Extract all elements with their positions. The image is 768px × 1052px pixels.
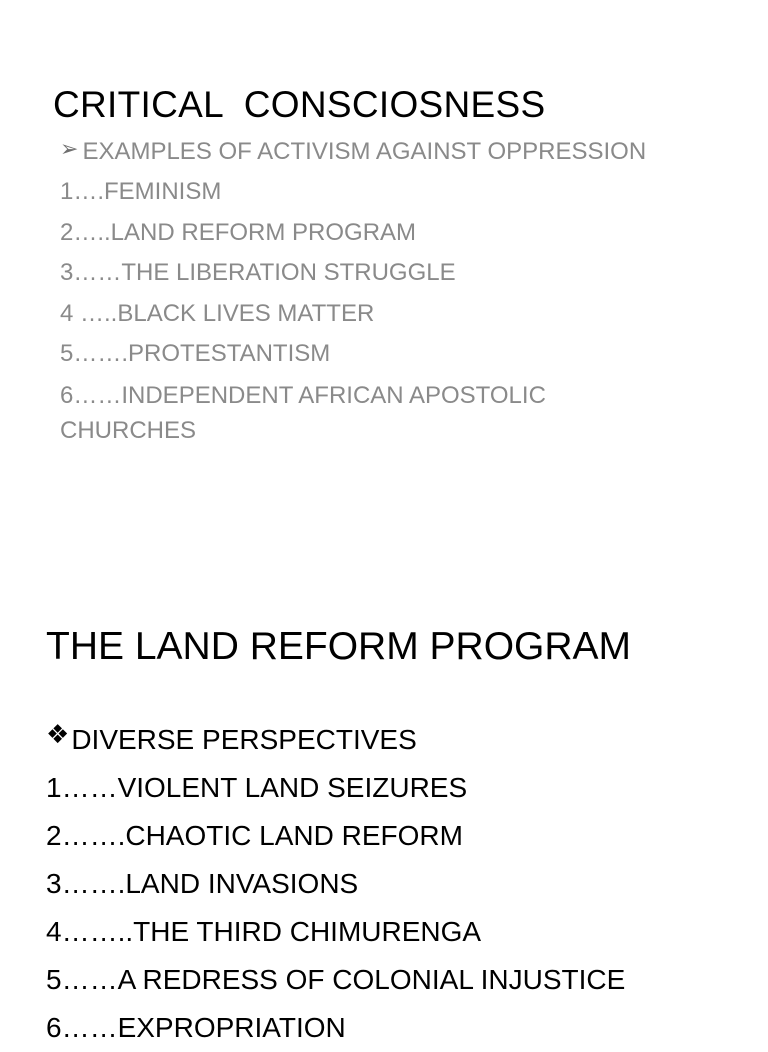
arrowhead-bullet-icon: ➢: [60, 136, 79, 161]
activism-examples-list: [60, 132, 680, 448]
list-item: 3…….LAND INVASIONS: [46, 868, 359, 899]
slide-title: CRITICAL CONSCIOSNESS: [53, 84, 546, 125]
list-item: 2…..LAND REFORM PROGRAM: [60, 218, 417, 246]
list-item: 6……EXPROPRIATION: [46, 1012, 346, 1043]
list-item: 4 …..BLACK LIVES MATTER: [60, 299, 375, 327]
list-item: 6……INDEPENDENT AFRICAN APOSTOLIC CHURCHES: [60, 381, 546, 444]
diamond-bullet-icon: ❖: [46, 719, 70, 749]
slide-land-reform-program: [0, 560, 768, 1043]
list-item: 4……..THE THIRD CHIMURENGA: [46, 916, 482, 947]
list-item: 3……THE LIBERATION STRUGGLE: [60, 259, 456, 286]
list-heading: [60, 132, 680, 172]
list-item: 2…….CHAOTIC LAND REFORM: [46, 820, 463, 851]
slide-title: THE LAND REFORM PROGRAM: [46, 625, 632, 668]
list-item: 5…….PROTESTANTISM: [60, 340, 331, 367]
list-heading: [46, 716, 746, 764]
list-item: 1….FEMINISM: [60, 178, 222, 205]
list-heading-text: EXAMPLES OF ACTIVISM AGAINST OPPRESSION: [82, 138, 647, 165]
list-heading-text: DIVERSE PERSPECTIVES: [71, 724, 417, 755]
list-item: 5……A REDRESS OF COLONIAL INJUSTICE: [46, 964, 626, 995]
list-item: 1……VIOLENT LAND SEIZURES: [46, 772, 468, 803]
perspectives-list: [46, 716, 746, 1052]
